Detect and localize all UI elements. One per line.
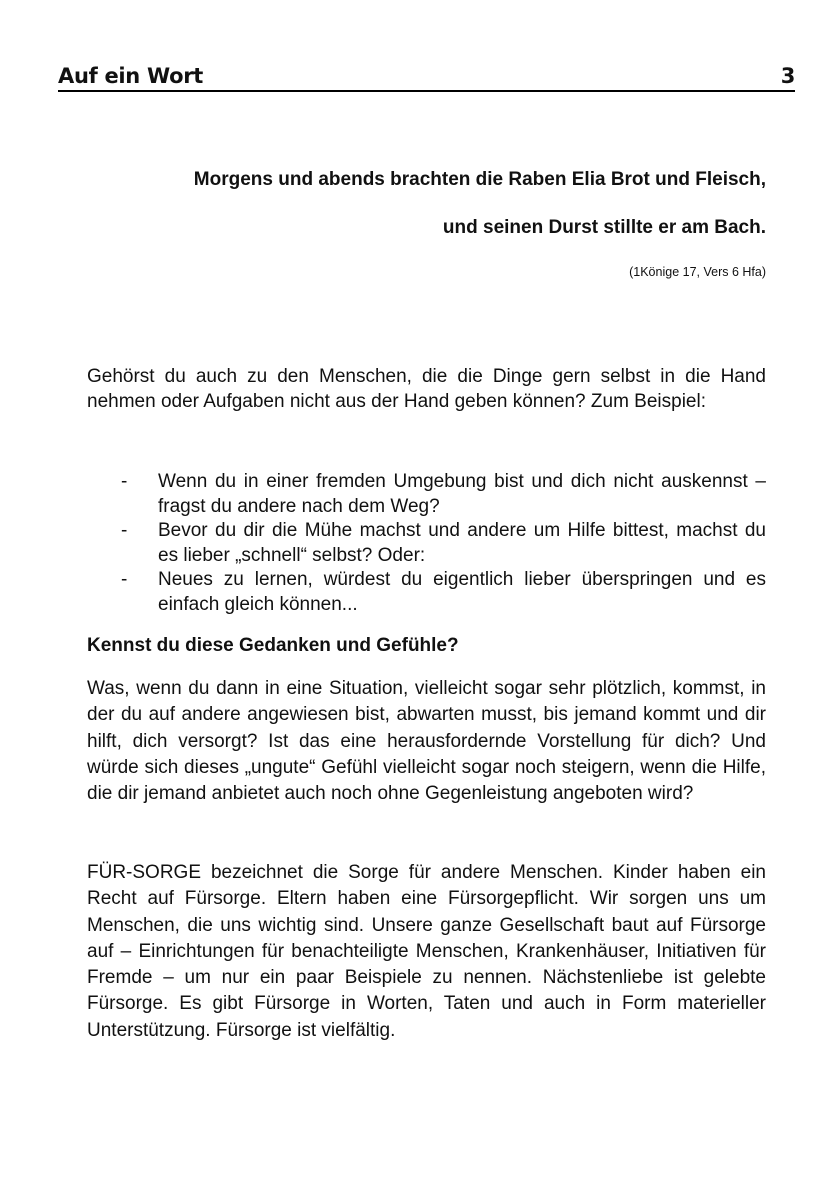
paragraph-situation: Was, wenn du dann in eine Situation, vielleicht sogar sehr plötzlich, kommst, in der du auf andere angewiesen bist, abwarten musst, bis jemand kommt und dir hilft, dich versorgt? Ist das eine herausfordernde Vorstellung für dich? Und würde sich dieses „ungute“ Gefühl vielleicht sogar noch steigern, wenn die Hilfe, die dir jemand anbietet auch noch ohne Gegenleistung angeboten wird? [87, 678, 766, 805]
header-title: Auf ein Wort [58, 64, 203, 88]
list-item [87, 568, 766, 617]
bullet-dash: - [121, 471, 128, 492]
list-item [87, 470, 766, 519]
verse-line-2: und seinen Durst stillte er am Bach. [442, 217, 766, 238]
verse-line-1: Morgens und abends brachten die Raben Elia Brot und Fleisch, [193, 169, 766, 190]
bullet-text: Bevor du dir die Mühe machst und andere um Hilfe bittest, machst du es lieber „schnell“ selbst? Oder: [158, 520, 766, 566]
page-number: 3 [780, 64, 795, 88]
bullet-dash: - [121, 520, 128, 541]
paragraph-fuersorge: FÜR-SORGE bezeichnet die Sorge für andere Menschen. Kinder haben ein Recht auf Fürsorge. Eltern haben eine Fürsorgepflicht. Wir sorgen uns um Menschen, die uns wichtig sind. Unsere ganze Gesellschaft baut auf Fürsorge auf – Einrichtungen für benachteiligte Menschen, Krankenhäuser, Initiativen für Fremde – um nur ein paar Beispiele zu nennen. Nächstenliebe ist gelebte Fürsorge. Es gibt Fürsorge in Worten, Taten und auch in Form materieller Unterstützung. Fürsorge ist vielfältig. [87, 862, 766, 1041]
bullet-text: Wenn du in einer fremden Umgebung bist und dich nicht auskennst – fragst du andere nach dem Weg? [158, 471, 766, 517]
page-header [58, 58, 795, 92]
intro-paragraph: Gehörst du auch zu den Menschen, die die Dinge gern selbst in die Hand nehmen oder Aufgaben nicht aus der Hand geben können? Zum Beispiel: [87, 366, 766, 412]
list-item [87, 519, 766, 568]
section-heading: Kennst du diese Gedanken und Gefühle? [87, 635, 459, 656]
verse-reference: (1Könige 17, Vers 6 Hfa) [629, 265, 766, 279]
bullet-list [87, 470, 766, 617]
bullet-dash: - [121, 569, 128, 590]
bullet-text: Neues zu lernen, würdest du eigentlich lieber überspringen und es einfach gleich können... [158, 569, 766, 615]
